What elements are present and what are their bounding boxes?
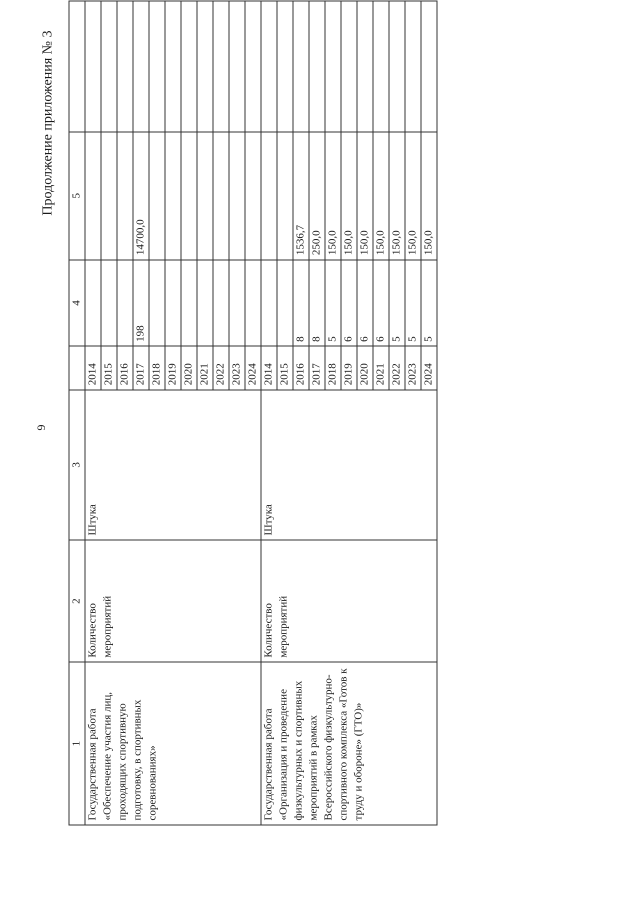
- empty-cell: [325, 1, 341, 132]
- value-cell: 198: [133, 259, 149, 346]
- year-cell: 2015: [101, 346, 117, 389]
- year-cell: 2017: [133, 346, 149, 389]
- table-row: [261, 1, 277, 825]
- empty-cell: [261, 1, 277, 132]
- amount-cell: 150,0: [341, 131, 357, 259]
- value-cell: [85, 259, 101, 346]
- header-col-2: 2: [69, 540, 85, 662]
- amount-cell: [165, 131, 181, 259]
- header-col-1: 1: [69, 662, 85, 825]
- empty-cell: [101, 1, 117, 132]
- year-cell: 2020: [357, 346, 373, 389]
- amount-cell: [213, 131, 229, 259]
- year-cell: 2018: [325, 346, 341, 389]
- empty-cell: [181, 1, 197, 132]
- amount-cell: 150,0: [373, 131, 389, 259]
- unit-cell: Штука: [85, 389, 261, 539]
- indicator-cell: Количество мероприятий: [261, 540, 437, 662]
- value-cell: [181, 259, 197, 346]
- amount-cell: 150,0: [357, 131, 373, 259]
- year-cell: 2014: [261, 346, 277, 389]
- unit-cell: Штука: [261, 389, 437, 539]
- value-cell: 6: [357, 259, 373, 346]
- header-col-5: 5: [69, 131, 85, 259]
- year-cell: 2017: [309, 346, 325, 389]
- amount-cell: [101, 131, 117, 259]
- empty-cell: [309, 1, 325, 132]
- amount-cell: 150,0: [421, 131, 437, 259]
- amount-cell: 150,0: [325, 131, 341, 259]
- amount-cell: 150,0: [389, 131, 405, 259]
- amount-cell: [181, 131, 197, 259]
- table-row: [85, 1, 101, 825]
- value-cell: 5: [389, 259, 405, 346]
- year-cell: 2018: [149, 346, 165, 389]
- value-cell: 5: [421, 259, 437, 346]
- amount-cell: [261, 131, 277, 259]
- amount-cell: [277, 131, 293, 259]
- empty-cell: [389, 1, 405, 132]
- year-cell: 2014: [85, 346, 101, 389]
- empty-cell: [293, 1, 309, 132]
- amount-cell: [149, 131, 165, 259]
- value-cell: [213, 259, 229, 346]
- value-cell: [261, 259, 277, 346]
- header-row: [69, 1, 85, 825]
- value-cell: 8: [293, 259, 309, 346]
- empty-cell: [357, 1, 373, 132]
- amount-cell: [197, 131, 213, 259]
- amount-cell: [85, 131, 101, 259]
- empty-cell: [149, 1, 165, 132]
- value-cell: [149, 259, 165, 346]
- year-cell: 2016: [293, 346, 309, 389]
- empty-cell: [133, 1, 149, 132]
- amount-cell: [117, 131, 133, 259]
- indicators-table: [68, 0, 437, 825]
- value-cell: [117, 259, 133, 346]
- value-cell: [197, 259, 213, 346]
- empty-cell: [245, 1, 261, 132]
- work-name-cell: Государственная работа «Организация и проведение физкультурных и спортивных мероприятий в рамках Всероссийского физкультурно-спортивного комплекса «Готов к труду и обороне» (ГТО)»: [261, 662, 437, 825]
- year-cell: 2024: [245, 346, 261, 389]
- appendix-caption: Продолжение приложения № 3: [40, 30, 55, 216]
- value-cell: [165, 259, 181, 346]
- empty-cell: [197, 1, 213, 132]
- value-cell: 6: [373, 259, 389, 346]
- amount-cell: 150,0: [405, 131, 421, 259]
- year-cell: 2021: [197, 346, 213, 389]
- work-name-cell: Государственная работа «Обеспечение участия лиц, проходящих спортивную подготовку, в спортивных соревнованиях»: [85, 662, 261, 825]
- year-cell: 2015: [277, 346, 293, 389]
- year-cell: 2021: [373, 346, 389, 389]
- header-col-3: 3: [69, 389, 85, 539]
- empty-cell: [277, 1, 293, 132]
- value-cell: 6: [341, 259, 357, 346]
- value-cell: 5: [325, 259, 341, 346]
- year-cell: 2019: [165, 346, 181, 389]
- empty-cell: [165, 1, 181, 132]
- empty-cell: [213, 1, 229, 132]
- page-number: 6: [34, 424, 49, 431]
- amount-cell: 250,0: [309, 131, 325, 259]
- header-col-4: 4: [69, 259, 85, 346]
- value-cell: 5: [405, 259, 421, 346]
- empty-cell: [117, 1, 133, 132]
- amount-cell: [229, 131, 245, 259]
- empty-cell: [229, 1, 245, 132]
- header-col-6: [69, 1, 85, 132]
- amount-cell: 1536,7: [293, 131, 309, 259]
- empty-cell: [85, 1, 101, 132]
- year-cell: 2020: [181, 346, 197, 389]
- empty-cell: [373, 1, 389, 132]
- year-cell: 2022: [389, 346, 405, 389]
- year-cell: 2024: [421, 346, 437, 389]
- amount-cell: 14700,0: [133, 131, 149, 259]
- year-cell: 2016: [117, 346, 133, 389]
- year-cell: 2023: [229, 346, 245, 389]
- empty-cell: [421, 1, 437, 132]
- empty-cell: [405, 1, 421, 132]
- amount-cell: [245, 131, 261, 259]
- value-cell: [101, 259, 117, 346]
- year-cell: 2023: [405, 346, 421, 389]
- value-cell: [277, 259, 293, 346]
- value-cell: [229, 259, 245, 346]
- indicator-cell: Количество мероприятий: [85, 540, 261, 662]
- header-col-year: [69, 346, 85, 389]
- year-cell: 2019: [341, 346, 357, 389]
- empty-cell: [341, 1, 357, 132]
- value-cell: 8: [309, 259, 325, 346]
- year-cell: 2022: [213, 346, 229, 389]
- value-cell: [245, 259, 261, 346]
